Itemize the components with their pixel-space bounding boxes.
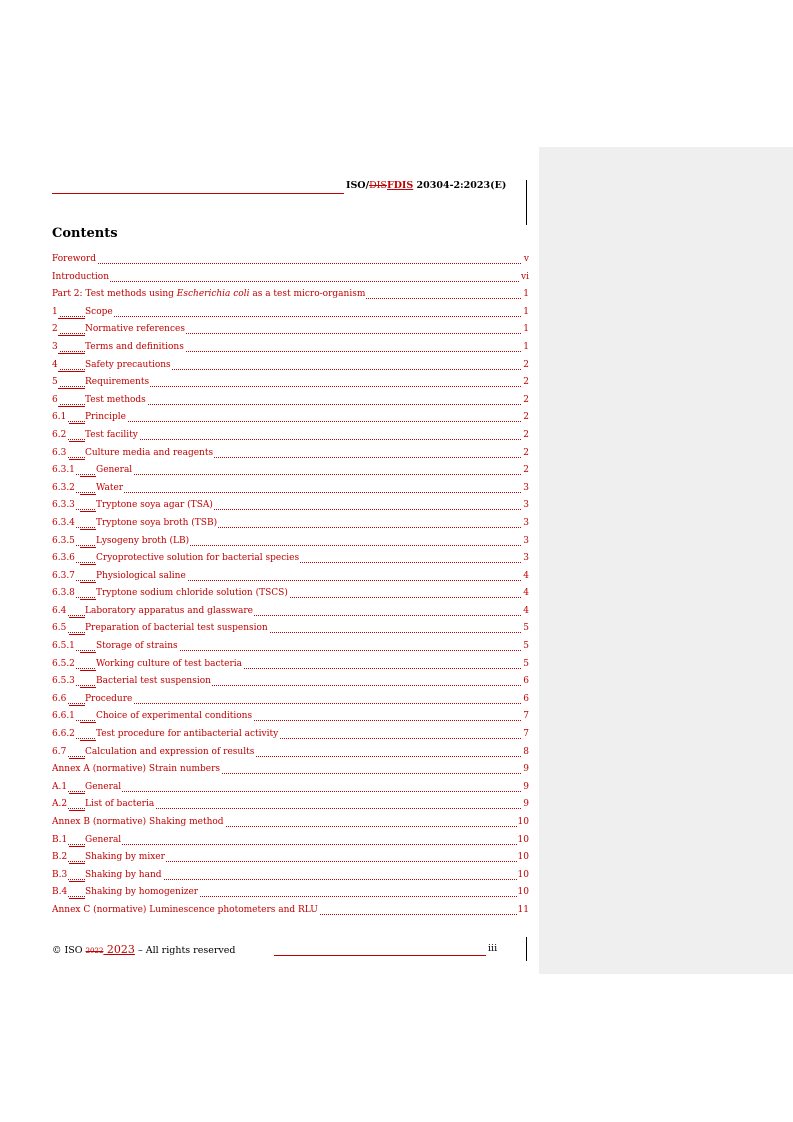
footer-copyright: [52, 943, 235, 956]
footer-deleted-year: 2022: [85, 947, 104, 955]
toc-leader-dots: [52, 316, 521, 317]
toc-tab-underline: [80, 599, 97, 600]
toc-entry-title: Annex A (normative) Strain numbers: [52, 764, 221, 775]
header-suffix: 20304-2:2023(E): [413, 180, 507, 191]
toc-entry-page: 8: [523, 746, 529, 757]
toc-tab-underline: [69, 898, 86, 899]
toc-entry-title: Foreword: [52, 254, 96, 264]
toc-entry-number: 6.6: [52, 693, 67, 704]
toc-entry-title: Tryptone soya agar (TSA): [96, 500, 213, 511]
toc-entry-page: 4: [523, 588, 529, 599]
toc-entry-page: 2: [523, 377, 529, 388]
toc-tab-underline: [80, 476, 97, 477]
toc-entry-title: Annex C (normative) Luminescence photometers and RLU: [52, 904, 318, 915]
comment-pane: [539, 147, 793, 974]
toc-entry-number: 6.3: [52, 447, 67, 458]
toc-entry-page: 9: [523, 764, 529, 775]
toc-tab-underline: [58, 406, 86, 407]
toc-entry-title: List of bacteria: [85, 799, 155, 810]
toc-entry-number: 2: [52, 324, 58, 335]
toc-entry-title: Shaking by hand: [85, 869, 162, 880]
toc-tab-underline: [69, 705, 86, 706]
toc-entry-page: 1: [523, 324, 529, 335]
toc-entry[interactable]: [52, 657, 529, 675]
toc-entry[interactable]: [52, 727, 529, 745]
toc-entry-title: Storage of strains: [96, 641, 178, 652]
toc-tab-underline: [80, 687, 97, 688]
toc-entry[interactable]: [52, 270, 529, 288]
toc-entry-page: 7: [523, 711, 529, 722]
toc-entry-number: 6.3.7: [52, 570, 75, 581]
change-bar-bottom: [526, 937, 527, 961]
toc-entry-number: 6.6.1: [52, 711, 75, 722]
toc-entry[interactable]: [52, 709, 529, 727]
toc-entry-page: 1: [523, 341, 529, 352]
toc-entry-page: 11: [517, 904, 529, 915]
toc-tab-underline: [80, 564, 97, 565]
toc-entry-page: 5: [523, 641, 529, 652]
toc-entry-number: 6.4: [52, 605, 67, 616]
toc-entry-page: v: [523, 254, 529, 264]
toc-entry[interactable]: [52, 762, 529, 780]
toc-entry[interactable]: [52, 446, 529, 464]
toc-entry[interactable]: [52, 305, 529, 323]
toc-tab-underline: [58, 318, 86, 319]
toc-tab-underline: [80, 494, 97, 495]
toc-entry-title: Safety precautions: [85, 359, 171, 370]
header-inserted: FDIS: [386, 180, 414, 191]
table-of-contents: [52, 252, 529, 921]
toc-entry-number: 6.1: [52, 412, 67, 423]
toc-entry[interactable]: [52, 868, 529, 886]
toc-entry[interactable]: [52, 850, 529, 868]
toc-entry[interactable]: [52, 815, 529, 833]
toc-entry-page: 2: [523, 412, 529, 423]
toc-entry-page: 6: [523, 693, 529, 704]
toc-entry[interactable]: [52, 833, 529, 851]
toc-entry-page: 4: [523, 605, 529, 616]
toc-tab-underline: [80, 740, 97, 741]
toc-entry[interactable]: [52, 903, 529, 921]
toc-entry[interactable]: [52, 885, 529, 903]
header-rule: [52, 193, 344, 194]
toc-entry-title: Tryptone soya broth (TSB): [96, 517, 218, 528]
toc-tab-underline: [69, 863, 86, 864]
toc-entry[interactable]: [52, 534, 529, 552]
footer-suffix: – All rights reserved: [134, 945, 236, 956]
toc-entry-title: Shaking by homogenizer: [85, 887, 199, 898]
footer-page-number: iii: [488, 943, 498, 954]
toc-entry[interactable]: [52, 322, 529, 340]
toc-entry[interactable]: [52, 410, 529, 428]
document-header: [52, 180, 525, 196]
toc-leader-dots: [52, 263, 521, 264]
toc-leader-dots: [52, 791, 521, 792]
toc-entry[interactable]: [52, 780, 529, 798]
toc-entry-number: 3: [52, 341, 58, 352]
toc-entry[interactable]: [52, 569, 529, 587]
toc-entry-title: Shaking by mixer: [85, 852, 165, 863]
toc-entry-number: 6.3.4: [52, 517, 75, 528]
header-deleted: DIS: [369, 180, 387, 191]
toc-tab-underline: [58, 371, 86, 372]
toc-tab-underline: [69, 617, 86, 618]
toc-entry-number: 4: [52, 359, 58, 370]
toc-entry[interactable]: [52, 252, 529, 270]
toc-entry-page: 10: [517, 887, 529, 898]
toc-entry[interactable]: [52, 692, 529, 710]
toc-entry-number: 6: [52, 394, 58, 405]
species-name: Escherichia coli: [176, 289, 250, 300]
toc-entry-page: 3: [523, 482, 529, 493]
toc-entry-page: 2: [523, 447, 529, 458]
contents-title: Contents: [52, 226, 118, 241]
toc-entry-page: 3: [523, 517, 529, 528]
toc-tab-underline: [80, 722, 97, 723]
toc-tab-underline: [69, 459, 86, 460]
toc-entry[interactable]: [52, 463, 529, 481]
toc-entry-page: 7: [523, 729, 529, 740]
toc-entry-number: 6.3.1: [52, 465, 75, 476]
footer-rule: [274, 955, 486, 956]
toc-entry-title: Scope: [85, 306, 113, 317]
header-prefix: ISO/: [346, 180, 370, 191]
toc-entry[interactable]: [52, 393, 529, 411]
toc-entry-title: Preparation of bacterial test suspension: [85, 623, 268, 634]
toc-entry-number: 6.3.2: [52, 482, 75, 493]
toc-tab-underline: [69, 423, 86, 424]
toc-entry-page: 5: [523, 658, 529, 669]
toc-entry[interactable]: [52, 375, 529, 393]
toc-entry-number: 6.5.3: [52, 676, 75, 687]
toc-tab-underline: [80, 547, 97, 548]
toc-entry[interactable]: [52, 586, 529, 604]
toc-entry-title: Tryptone sodium chloride solution (TSCS): [96, 588, 288, 599]
toc-tab-underline: [69, 810, 86, 811]
footer-prefix: © ISO: [52, 945, 86, 956]
toc-tab-underline: [80, 529, 97, 530]
toc-leader-dots: [52, 281, 521, 282]
toc-entry-title: Culture media and reagents: [85, 447, 214, 458]
toc-entry-title: Terms and definitions: [85, 341, 184, 352]
toc-entry-title: Physiological saline: [96, 570, 186, 581]
change-bar-top: [526, 180, 527, 225]
toc-tab-underline: [80, 670, 97, 671]
toc-entry-page: 3: [523, 500, 529, 511]
toc-tab-underline: [58, 335, 86, 336]
toc-entry[interactable]: [52, 498, 529, 516]
toc-entry-title: Laboratory apparatus and glassware: [85, 605, 254, 616]
toc-tab-underline: [69, 758, 86, 759]
toc-entry-title: General: [96, 465, 133, 476]
toc-entry-title: Working culture of test bacteria: [96, 658, 243, 669]
toc-entry-title: Introduction: [52, 271, 109, 282]
toc-entry[interactable]: [52, 674, 529, 692]
toc-entry-page: 4: [523, 570, 529, 581]
toc-tab-underline: [69, 441, 86, 442]
toc-entry-title: Test facility: [85, 429, 138, 440]
toc-entry-number: 6.5.2: [52, 658, 75, 669]
toc-entry-number: 6.5: [52, 623, 67, 634]
document-id: [346, 180, 506, 191]
toc-entry-title: General: [85, 781, 122, 792]
toc-entry[interactable]: [52, 340, 529, 358]
toc-entry-title: Part 2: Test methods using Escherichia coli as a test micro-organism: [52, 289, 366, 300]
toc-entry[interactable]: [52, 551, 529, 569]
toc-entry-number: 6.3.5: [52, 535, 75, 546]
toc-entry-number: 6.2: [52, 429, 67, 440]
toc-entry-number: 1: [52, 306, 58, 317]
toc-entry-page: 5: [523, 623, 529, 634]
toc-entry-page: 10: [517, 834, 529, 845]
toc-entry-number: A.2: [52, 799, 68, 810]
toc-entry-number: 6.3.8: [52, 588, 75, 599]
toc-entry-page: 2: [523, 429, 529, 440]
toc-tab-underline: [69, 793, 86, 794]
toc-entry[interactable]: [52, 358, 529, 376]
toc-entry[interactable]: [52, 797, 529, 815]
toc-tab-underline: [80, 511, 97, 512]
toc-entry-page: 2: [523, 465, 529, 476]
toc-entry-title: Test procedure for antibacterial activity: [96, 729, 279, 740]
toc-entry-page: 6: [523, 676, 529, 687]
footer-inserted-year: 2023: [103, 943, 135, 956]
toc-entry-page: 2: [523, 394, 529, 405]
toc-entry-number: 6.5.1: [52, 641, 75, 652]
toc-entry[interactable]: [52, 287, 529, 305]
toc-entry-title: Requirements: [85, 377, 150, 388]
toc-entry-title: Procedure: [85, 693, 133, 704]
toc-entry-title: Calculation and expression of results: [85, 746, 255, 757]
toc-entry-page: 1: [523, 289, 529, 300]
toc-entry-title: Test methods: [85, 394, 146, 405]
toc-entry-number: B.2: [52, 852, 68, 863]
toc-entry-title: Annex B (normative) Shaking method: [52, 817, 224, 827]
toc-entry-page: 1: [523, 306, 529, 317]
toc-entry[interactable]: [52, 604, 529, 622]
toc-entry-page: vi: [521, 271, 529, 282]
toc-tab-underline: [69, 634, 86, 635]
toc-entry-title: General: [85, 834, 122, 845]
toc-entry-title: Principle: [85, 412, 126, 423]
toc-entry-page: 9: [523, 799, 529, 810]
toc-entry-page: 10: [517, 817, 529, 827]
toc-entry-number: 5: [52, 377, 58, 388]
toc-entry-title: Water: [96, 482, 124, 493]
toc-entry-page: 10: [517, 869, 529, 880]
toc-entry[interactable]: [52, 481, 529, 499]
toc-entry-number: 6.3.3: [52, 500, 75, 511]
toc-entry-title: Lysogeny broth (LB): [96, 535, 190, 546]
toc-entry-number: B.1: [52, 834, 68, 845]
toc-tab-underline: [69, 846, 86, 847]
toc-entry-page: 9: [523, 781, 529, 792]
toc-entry-number: 6.6.2: [52, 729, 75, 740]
toc-entry-title: Choice of experimental conditions: [96, 711, 253, 722]
toc-entry-number: 6.7: [52, 746, 67, 757]
toc-entry-page: 3: [523, 553, 529, 564]
toc-tab-underline: [58, 353, 86, 354]
toc-entry-number: B.4: [52, 887, 68, 898]
toc-entry-page: 10: [517, 852, 529, 863]
toc-tab-underline: [80, 652, 97, 653]
toc-entry-number: 6.3.6: [52, 553, 75, 564]
toc-tab-underline: [58, 388, 86, 389]
toc-tab-underline: [69, 881, 86, 882]
toc-entry[interactable]: [52, 745, 529, 763]
toc-entry-number: A.1: [52, 781, 68, 792]
toc-entry[interactable]: [52, 428, 529, 446]
toc-entry-title: Bacterial test suspension: [96, 676, 211, 687]
toc-entry-number: B.3: [52, 869, 68, 880]
toc-entry[interactable]: [52, 639, 529, 657]
toc-entry-page: 3: [523, 535, 529, 546]
toc-leader-dots: [52, 844, 521, 845]
toc-entry[interactable]: [52, 621, 529, 639]
toc-entry-title: Cryoprotective solution for bacterial species: [96, 553, 300, 564]
toc-tab-underline: [80, 582, 97, 583]
toc-entry-title: Normative references: [85, 324, 185, 335]
toc-entry[interactable]: [52, 516, 529, 534]
toc-entry-page: 2: [523, 359, 529, 370]
